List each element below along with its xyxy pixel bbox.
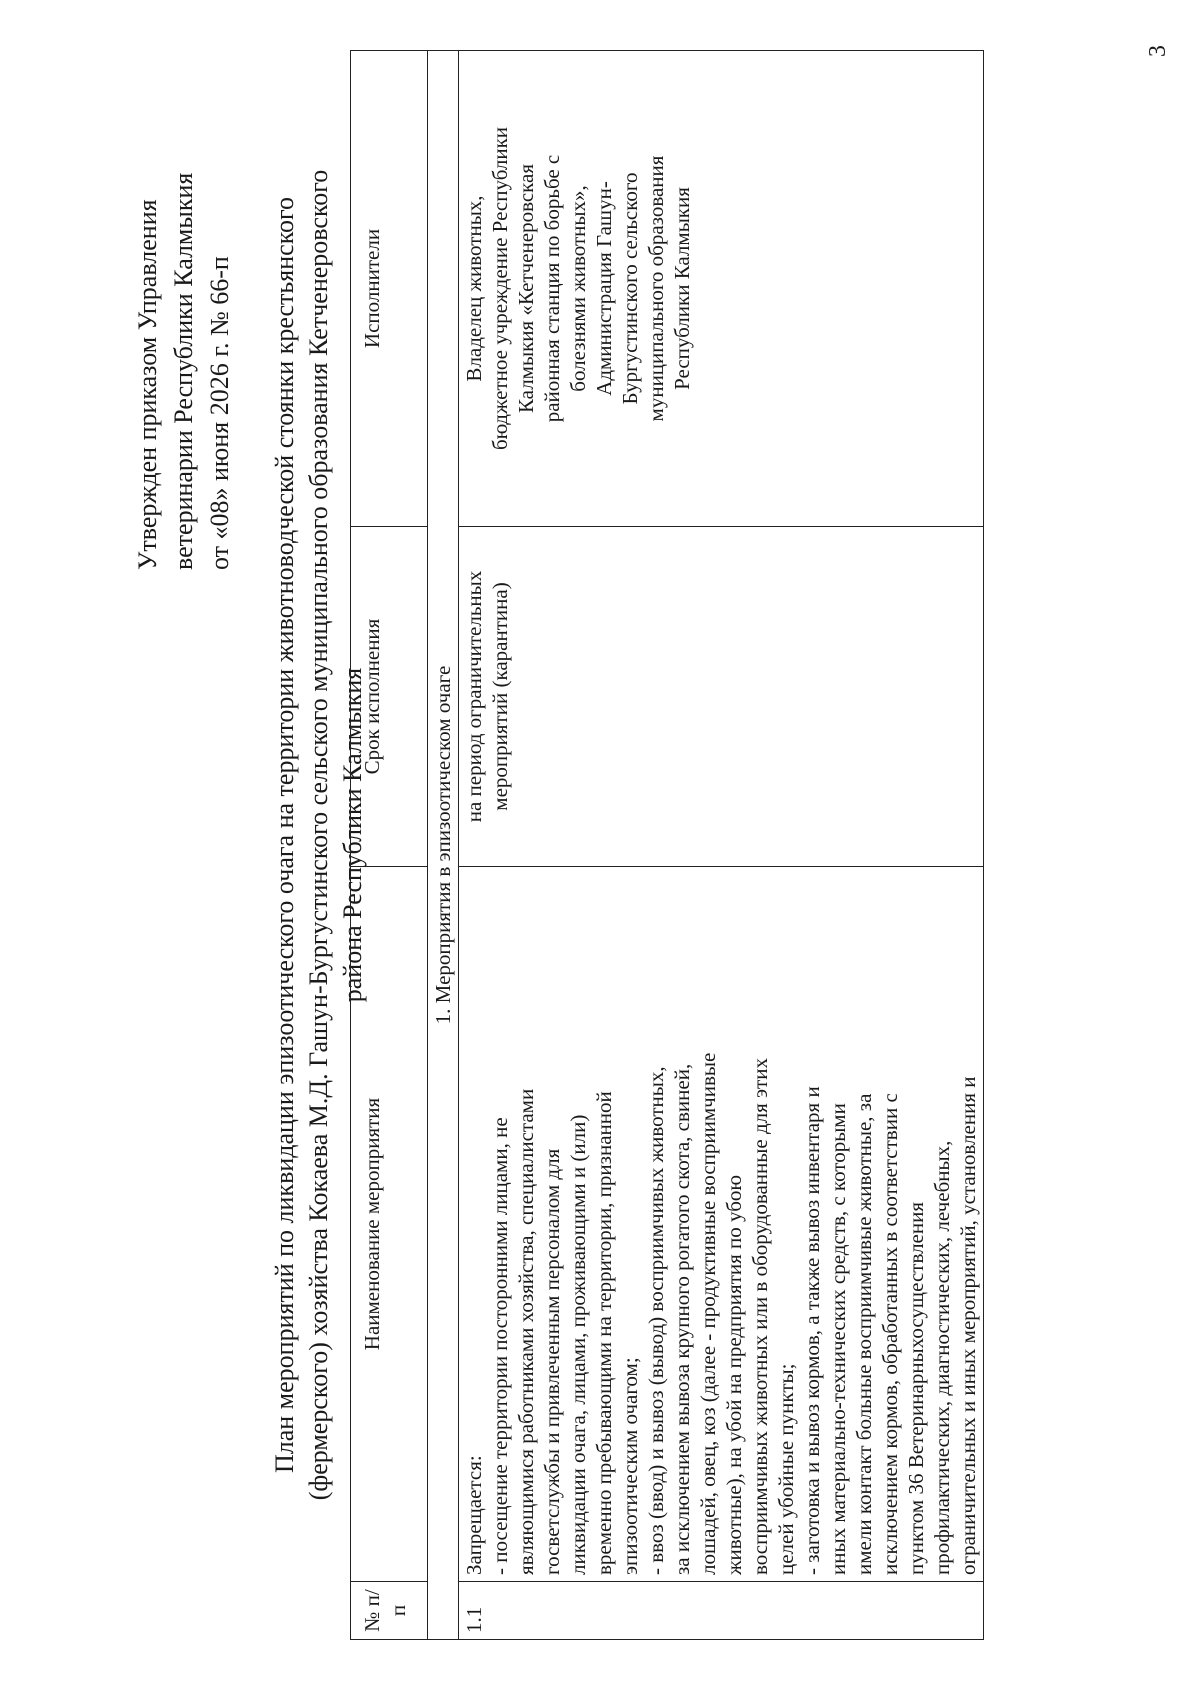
executor-line: болезнями животных», bbox=[566, 185, 590, 392]
measure-line: иных материально-технических средств, с которыми bbox=[826, 1103, 850, 1575]
executor-line: Администрация Гашун- bbox=[592, 181, 616, 396]
measure-line: ограничительных и иных мероприятий, установления и bbox=[956, 1076, 980, 1575]
executor-line: бюджетное учреждение Республики bbox=[488, 126, 512, 451]
measure-line: Запрещается: bbox=[462, 1455, 486, 1575]
measure-line: временно пребывающими на территории, признанной bbox=[592, 1091, 616, 1575]
measure-line: - ввоз (ввод) и вывоз (вывод) восприимчивых животных, bbox=[644, 1066, 668, 1575]
measure-line: являющимися работниками хозяйства, специалистами bbox=[514, 1088, 538, 1575]
deadline-line: на период ограничительных bbox=[462, 570, 486, 823]
measure-line: животные), на убой на предприятия по убою bbox=[722, 1174, 746, 1575]
executor-line: Республики Калмыкия bbox=[670, 187, 694, 390]
measure-line: эпизоотическим очагом; bbox=[618, 1357, 642, 1575]
measure-line: - заготовка и вывоз кормов, а также вывоз инвентаря и bbox=[800, 1086, 824, 1575]
measure-name-cell bbox=[459, 867, 984, 1582]
approval-stamp bbox=[130, 50, 238, 570]
approval-line: ветеринарии Республики Калмыкия bbox=[169, 172, 198, 570]
page-number: 3 bbox=[1145, 45, 1171, 57]
row-number: 1.1 bbox=[459, 1582, 984, 1640]
approval-line: Утвержден приказом Управления bbox=[133, 199, 162, 570]
section-heading: 1. Мероприятия в эпизоотическом очаге bbox=[428, 51, 459, 1640]
executor-line: Бургустинского сельского bbox=[618, 172, 642, 405]
header-deadline: Срок исполнения bbox=[351, 527, 428, 867]
measure-line: целей убойные пункты; bbox=[774, 1363, 798, 1575]
table-header-row bbox=[351, 51, 428, 1640]
executors-cell bbox=[459, 51, 984, 527]
measure-line: ликвидации очага, лицами, проживающими и (или) bbox=[566, 1114, 590, 1575]
executor-line: районная станция по борьбе с bbox=[540, 154, 564, 423]
measure-line: имели контакт больные восприимчивые животные, за bbox=[852, 1093, 876, 1575]
measure-line: - посещение территории посторонними лицами, не bbox=[488, 1117, 512, 1575]
measure-line: за исключением вывоза крупного рогатого скота, свиней, bbox=[670, 1063, 694, 1575]
deadline-cell bbox=[459, 527, 984, 867]
measure-line: лошадей, овец, коз (далее - продуктивные восприимчивые bbox=[696, 1052, 720, 1575]
measure-line: профилактических, диагностических, лечебных, bbox=[930, 1140, 954, 1575]
measure-line: госветслужбы и привлеченным персоналом для bbox=[540, 1148, 564, 1575]
executor-line: Владелец животных, bbox=[462, 195, 486, 382]
title-line: План мероприятий по ликвидации эпизоотического очага на территории животноводческой стоянки крестьянского bbox=[270, 196, 299, 1474]
header-number: № п/п bbox=[351, 1582, 428, 1640]
executor-line: муниципального образования bbox=[644, 155, 668, 422]
deadline-line: мероприятий (карантина) bbox=[488, 582, 512, 811]
approval-line: от «08» июня 2026 г. № 66-п bbox=[205, 256, 234, 570]
header-measure-name: Наименование мероприятия bbox=[351, 867, 428, 1582]
header-executors: Исполнители bbox=[351, 51, 428, 527]
title-line: района Республики Калмыкия bbox=[338, 667, 367, 1003]
measure-line: восприимчивых животных или в оборудованные для этих bbox=[748, 1058, 772, 1575]
measure-line: исключением кормов, обработанных в соответствии с bbox=[878, 1093, 902, 1575]
table-row bbox=[459, 51, 984, 1640]
executor-line: Калмыкия «Кетченеровская bbox=[514, 163, 538, 414]
measure-line: пунктом 36 Ветеринарныхосуществления bbox=[904, 1201, 928, 1575]
measures-table bbox=[350, 50, 984, 1640]
section-row bbox=[428, 51, 459, 1640]
title-line: (фермерского) хозяйства Кокаева М.Д. Гашун-Бургустинского сельского муниципального образования Кетченеровского bbox=[304, 169, 333, 1501]
